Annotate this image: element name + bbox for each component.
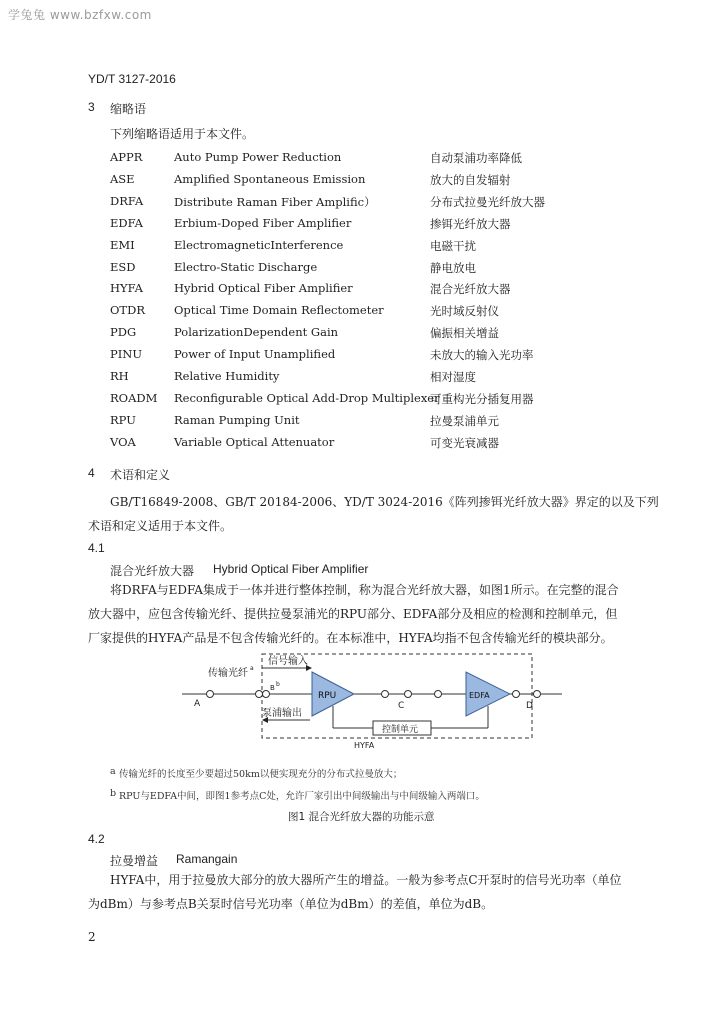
abbreviation-chinese: 电磁干扰	[430, 238, 476, 253]
transmission-fiber-label: 传输光纤	[208, 668, 248, 679]
section-3-number: 3	[88, 100, 95, 114]
abbreviation-code: RPU	[110, 412, 136, 427]
abbreviation-chinese: 相对湿度	[430, 370, 476, 384]
abbreviation-english: Power of Input Unamplified	[174, 347, 336, 362]
abbreviation-chinese: 放大的自发辐射	[430, 172, 511, 187]
standard-code-header: YD/T 3127-2016	[88, 72, 176, 86]
figure-note-a-mark: a	[110, 766, 116, 777]
abbreviation-chinese: 掺铒光纤放大器	[430, 216, 511, 231]
point-b-label: B	[270, 684, 275, 692]
abbreviation-english: Hybrid Optical Fiber Amplifier	[174, 281, 353, 296]
section-3-title: 缩略语	[110, 102, 147, 116]
section-4-title: 术语和定义	[110, 468, 171, 482]
rpu-label: RPU	[318, 691, 337, 701]
section-3-intro: 下列缩略语适用于本文件。	[110, 127, 255, 141]
abbreviation-chinese: 静电放电	[430, 260, 476, 275]
abbreviation-english: Variable Optical Attenuator	[174, 434, 335, 449]
abbreviation-english: ElectromagneticInterference	[174, 237, 344, 252]
abbreviation-chinese: 偏振相关增益	[430, 326, 499, 341]
abbreviation-code: PDG	[110, 325, 137, 340]
abbreviation-code: APPR	[110, 150, 143, 164]
term-4-1-number: 4.1	[88, 541, 105, 555]
abbreviation-code: HYFA	[110, 281, 143, 296]
abbreviation-code: EDFA	[110, 215, 143, 230]
page-number: 2	[88, 930, 96, 944]
abbreviation-english: Distribute Raman Fiber Amplific）	[174, 194, 376, 209]
section-4-intro-line1: GB/T16849-2008、GB/T 20184-2006、YD/T 3024-2016《阵列掺铒光纤放大器》界定的以及下列	[110, 495, 659, 509]
term-4-1-name-zh: 混合光纤放大器	[110, 564, 195, 578]
term-4-1-definition-line1: 将DRFA与EDFA集成于一体并进行整体控制，称为混合光纤放大器，如图1所示。在完整的混合	[110, 583, 619, 597]
abbreviation-chinese: 混合光纤放大器	[430, 282, 511, 297]
abbreviation-english: Amplified Spontaneous Emission	[174, 171, 366, 186]
abbreviation-english: Auto Pump Power Reduction	[174, 150, 342, 164]
control-unit-label: 控制单元	[382, 725, 419, 735]
point-d-label: D	[526, 701, 533, 711]
term-4-2-definition-line2: 为dBm）与参考点B关泵时信号光功率（单位为dBm）的差值，单位为dB。	[88, 897, 494, 911]
abbreviation-code: PINU	[110, 347, 143, 362]
footnote-b-marker: b	[276, 681, 280, 688]
abbreviation-code: EMI	[110, 237, 135, 252]
edfa-label: EDFA	[469, 691, 490, 700]
footnote-a-marker: a	[250, 665, 254, 672]
abbreviation-code: RH	[110, 369, 129, 383]
figure-note-b: RPU与EDFA中间，即图1参考点C处，允许厂家引出中间级输出与中间级输入两端口。	[119, 791, 485, 802]
figure-note-b-mark: b	[110, 788, 117, 799]
abbreviation-english: Relative Humidity	[174, 369, 280, 383]
abbreviation-chinese: 光时域反射仪	[430, 304, 499, 319]
abbreviation-chinese: 分布式拉曼光纤放大器	[430, 194, 545, 209]
hyfa-label: HYFA	[354, 741, 375, 750]
term-4-1-name-en: Hybrid Optical Fiber Amplifier	[213, 562, 369, 576]
figure-note-a: 传输光纤的长度至少要超过50km以便实现充分的分布式拉曼放大；	[119, 769, 403, 780]
term-4-2-number: 4.2	[88, 832, 105, 846]
signal-input-label: 信号输入	[268, 656, 308, 667]
abbreviation-code: ASE	[110, 171, 135, 186]
abbreviation-english: Erbium-Doped Fiber Amplifier	[174, 215, 352, 230]
term-4-2-definition-line1: HYFA中，用于拉曼放大部分的放大器所产生的增益。一般为参考点C开泵时的信号光功率（单位	[110, 873, 622, 887]
abbreviation-chinese: 未放大的输入光功率	[430, 348, 534, 363]
abbreviation-code: ESD	[110, 259, 136, 274]
term-4-1-definition-line3: 厂家提供的HYFA产品是不包含传输光纤的。在本标准中，HYFA均指不包含传输光纤的模块部分。	[88, 631, 613, 645]
term-4-2-name-en: Ramangain	[176, 852, 238, 866]
abbreviation-chinese: 拉曼泵浦单元	[430, 413, 499, 428]
point-a-label: A	[194, 699, 201, 709]
point-c-label: C	[398, 701, 405, 711]
abbreviation-chinese: 可变光衰减器	[430, 435, 499, 450]
section-4-number: 4	[88, 466, 95, 480]
abbreviation-chinese: 可重构光分插复用器	[430, 391, 534, 406]
hyfa-diagram	[170, 650, 570, 750]
abbreviation-code: OTDR	[110, 303, 145, 318]
abbreviation-english: Electro-Static Discharge	[174, 259, 318, 274]
abbreviation-english: Reconfigurable Optical Add-Drop Multiplexer	[174, 390, 440, 405]
figure-1-caption: 图1 混合光纤放大器的功能示意	[288, 811, 435, 823]
abbreviation-english: Optical Time Domain Reflectometer	[174, 303, 384, 318]
abbreviation-code: VOA	[110, 434, 136, 449]
abbreviation-code: DRFA	[110, 193, 144, 208]
abbreviation-english: Raman Pumping Unit	[174, 412, 300, 427]
pump-output-label: 泵浦输出	[262, 708, 302, 719]
term-4-1-definition-line2: 放大器中，应包含传输光纤、提供拉曼泵浦光的RPU部分、EDFA部分及相应的检测和控制单元，但	[88, 607, 618, 621]
abbreviation-english: PolarizationDependent Gain	[174, 325, 339, 340]
term-4-2-name-zh: 拉曼增益	[110, 854, 159, 868]
watermark: 学兔兔 www.bzfxw.com	[8, 8, 152, 22]
abbreviation-code: ROADM	[110, 390, 158, 405]
section-4-intro-line2: 术语和定义适用于本文件。	[88, 519, 233, 533]
abbreviation-chinese: 自动泵浦功率降低	[430, 151, 522, 165]
